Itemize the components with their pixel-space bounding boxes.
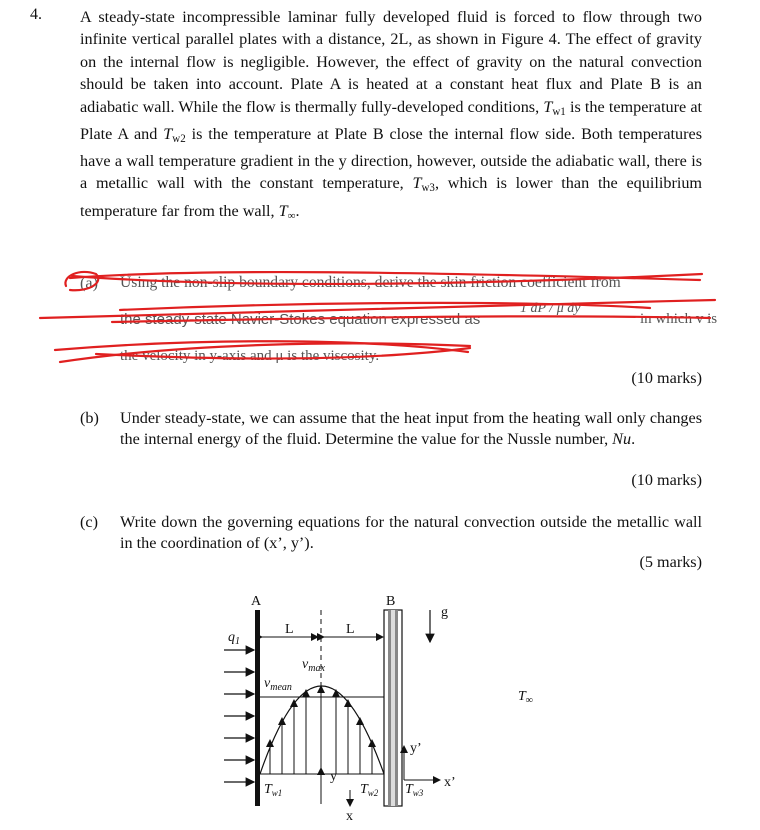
part-b-marks: (10 marks) (631, 471, 702, 489)
tinf-subscript: ∞ (287, 209, 296, 222)
plate-b-label: B (386, 594, 396, 609)
part-c-text: Write down the governing equations for the natural convection outside the metallic wall in the coordination of (x’, y’). (120, 513, 702, 552)
part-a-label: (a) (80, 274, 98, 292)
tw1-symbol: T (543, 97, 553, 116)
tw2-label: $T_{w2}$ (360, 782, 379, 798)
y-axis-label: y (330, 769, 337, 784)
tw3-symbol: T (412, 174, 422, 193)
part-b-label: (b) (80, 409, 99, 427)
part-a-equation: 1 dP / μ dy (520, 301, 581, 316)
profile-arrows (270, 686, 372, 774)
part-a-marks: (10 marks) (631, 369, 702, 387)
tw3-label: $T_{w3}$ (405, 782, 424, 798)
plate-a (255, 610, 260, 806)
vmax-label: $v_{max}$ (302, 657, 325, 674)
intro-text-1: A steady-state incompressible laminar fully developed fluid is forced to flow through two infinite vertical parallel plates with a distance, 2L, as shown in Figure 4. The effect of gravity on the internal flow is negligible. However, the effect of gravity on the natural convection should be taken into account. Plate A is heated at a constant heat flux and Plate B is an adiabatic wall. While the flow is thermally fully-developed conditions, (80, 8, 702, 116)
part-a-line-3: the velocity in y-axis and μ is the viscosity. (120, 348, 380, 364)
tw3-subscript: w3 (421, 182, 435, 195)
nusselt-symbol: Nu (612, 430, 632, 448)
parabolic-profile (260, 686, 384, 774)
dim-left-label: L (285, 622, 294, 637)
part-b-body: Under steady-state, we can assume that the heat input from the heating wall only changes the internal energy of the fluid. Determine the value for the Nussle number, (120, 409, 702, 448)
heat-flux-label: $q_1$ (228, 630, 240, 647)
part-b-end: . (631, 430, 636, 448)
tw2-subscript: w2 (172, 132, 186, 145)
question-number: 4. (30, 6, 42, 23)
tw1-subscript: w1 (552, 105, 566, 118)
y-prime-label: y’ (410, 741, 422, 756)
tinf-symbol: T (278, 201, 288, 220)
vmean-label: $v_{mean}$ (264, 676, 292, 693)
part-a-line-2: the steady-state Navier-Stokes equation expressed as (120, 311, 481, 328)
intro-text-2: is the temperature at Plate A and (80, 97, 703, 143)
part-a-line-1: Using the non-slip boundary conditions, derive the skin friction coefficient from (120, 274, 621, 291)
x-prime-label: x’ (444, 775, 456, 790)
part-a-line-2b: in which v is (640, 311, 718, 327)
gravity-label: g (441, 605, 448, 620)
intro-text-4: , which is lower than the equilibrium temperature far from the wall, (80, 174, 703, 220)
dim-right-label: L (346, 622, 355, 637)
plate-b-core (391, 610, 395, 806)
part-c-label: (c) (80, 513, 98, 531)
tw2-symbol: T (163, 124, 173, 143)
tw1-label: $T_{w1}$ (264, 782, 283, 798)
plate-a-label: A (251, 594, 262, 609)
intro-text-3: is the temperature at Plate B close the internal flow side. Both temperatures have a wall temperature gradient in the y direction, however, outside the adiabatic wall, there is a metallic wall with the constant temperature, (80, 124, 703, 193)
intro-text-5: . (295, 201, 300, 220)
x-axis-label: x (346, 809, 353, 824)
part-c-marks: (5 marks) (639, 553, 702, 571)
t-inf-label: $T_\infty$ (518, 689, 533, 706)
heat-flux-arrows (224, 650, 254, 782)
